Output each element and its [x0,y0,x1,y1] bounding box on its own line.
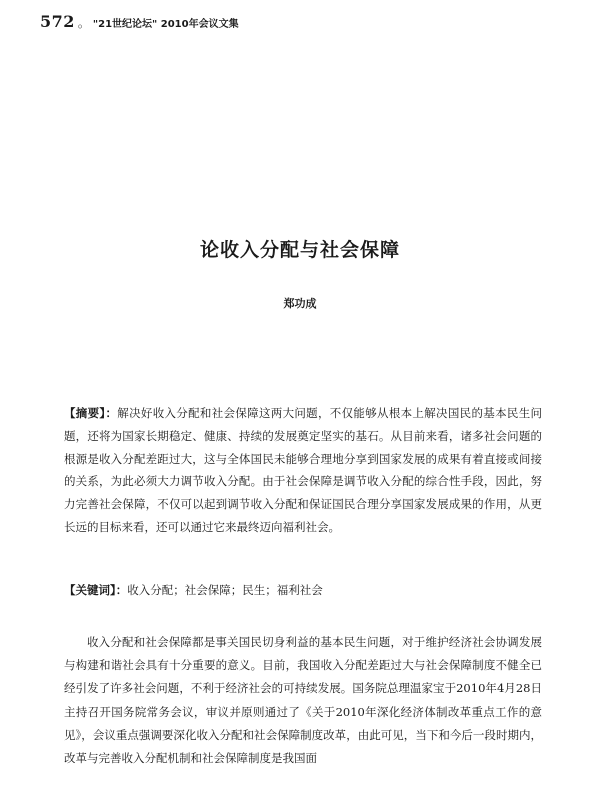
keywords-text: 收入分配；社会保障；民生；福利社会 [127,583,323,597]
article-title: 论收入分配与社会保障 [199,239,400,261]
article-author: 郑功成 [283,297,317,310]
running-head-title: "21世纪论坛" 2010年会议文集 [92,19,239,30]
abstract-label: 【摘要】： [64,406,118,420]
abstract [64,402,542,539]
keywords-label: 【关键词】： [64,583,128,597]
page-number: 572 [40,12,75,31]
keywords [64,579,542,601]
body-paragraph: 收入分配和社会保障都是事关国民切身利益的基本民生问题，对于维护经济社会协调发展与构建和谐社会具有十分重要的意义。目前，我国收入分配差距过大与社会保障制度不健全已经引发了许多社会问题，不利于经济社会的可持续发展。国务院总理温家宝于2010年4月28日主持召开国务院常务会议，审议并原则通过了《关于2010年深化经济体制改革重点工作的意见》，会议重点强调要深化收入分配和社会保障制度改革，由此可见，当下和今后一段时期内，改革与完善收入分配机制和社会保障制度是我国面 [64,635,542,766]
header-separator: 。 [77,16,90,30]
abstract-text: 解决好收入分配和社会保障这两大问题，不仅能够从根本上解决国民的基本民生问题，还将为国家长期稳定、健康、持续的发展奠定坚实的基石。从目前来看，诸多社会问题的根源是收入分配差距过大，这与全体国民未能够合理地分享到国家发展的成果有着直接或间接的关系，为此必须大力调节收入分配。由于社会保障是调节收入分配的综合性手段，因此，努力完善社会保障，不仅可以起到调节收入分配和保证国民合理分享国家发展成果的作用，从更长远的目标来看，还可以通过它来最终迈向福利社会。 [64,406,542,534]
running-header [40,12,239,31]
